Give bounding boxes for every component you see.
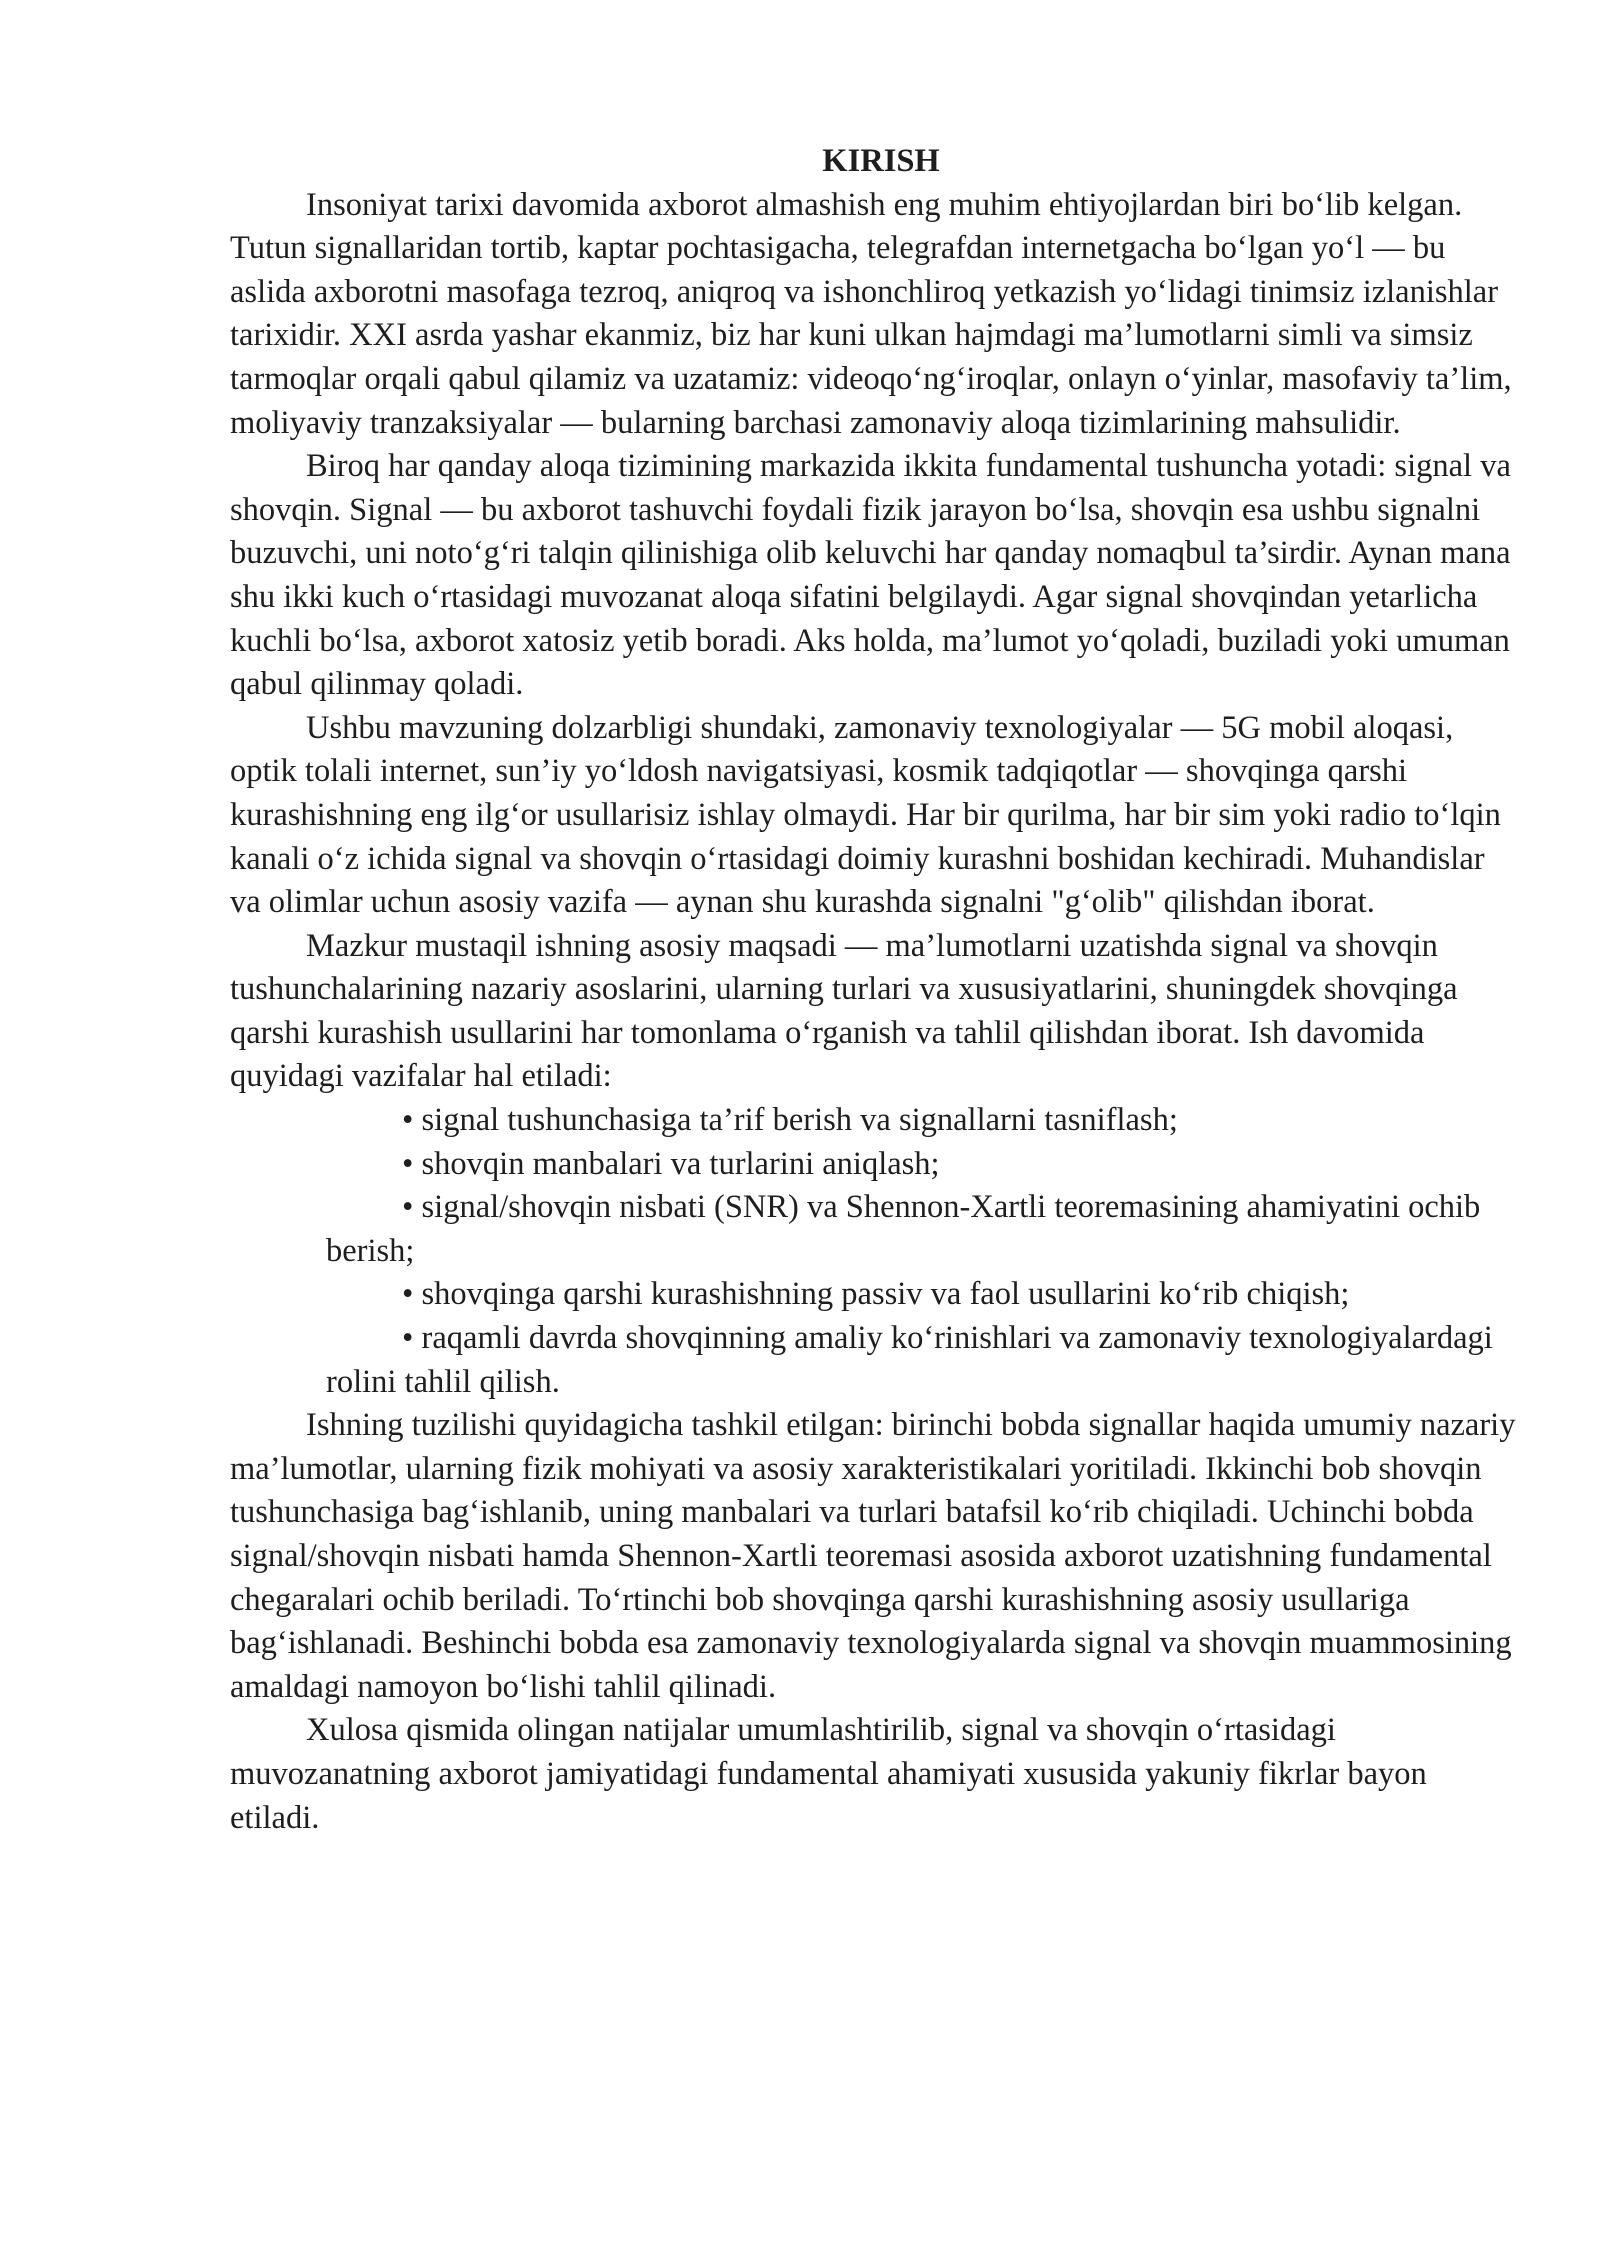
list-item [230,1317,1520,1404]
bullet-icon: • [402,1276,414,1313]
list-item [230,1099,1520,1143]
paragraph-conclusion: Xulosa qismida olingan natijalar umumlashtirilib, signal va shovqin o‘rtasidagi muvozanatning axborot jamiyatidagi fundamental ahamiyati xususida yakuniy fikrlar bayon etiladi. [230,1712,1427,1836]
list-item [230,1273,1520,1317]
bullet-icon: • [402,1145,414,1182]
list-item-text: signal tushunchasiga ta’rif berish va signallarni tasniflash; [421,1102,1178,1139]
list-item [230,1143,1520,1187]
list-item [230,1186,1520,1273]
task-list [230,1099,1520,1404]
document-page [230,140,1520,1840]
page-title: KIRISH [822,143,940,179]
paragraph-intro-1: Insoniyat tarixi davomida axborot almashish eng muhim ehtiyojlardan biri bo‘lib kelgan. Tutun signallaridan tortib, kaptar pochtasigacha, telegrafdan internetgacha bo‘lgan yo‘l — bu aslida axborotni masofaga tezroq, aniqroq va ishonchliroq yetkazish yo‘lidagi tinimsiz izlanishlar tarixidir. XXI asrda yashar ekanmiz, biz har kuni ulkan hajmdagi ma’lumotlarni simli va simsiz tarmoqlar orqali qabul qilamiz va uzatamiz: videoqo‘ng‘iroqlar, onlayn o‘yinlar, masofaviy ta’lim, moliyaviy tranzaksiyalar — bularning barchasi zamonaviy aloqa tizimlarining mahsulidir. [230,186,1512,441]
bullet-icon: • [402,1102,414,1139]
list-item-text: shovqinga qarshi kurashishning passiv va faol usullarini ko‘rib chiqish; [421,1276,1350,1313]
list-item-text: raqamli davrda shovqinning amaliy ko‘rinishlari va zamonaviy texnologiyalardagi rolini tahlil qilish. [326,1320,1493,1400]
list-item-text: signal/shovqin nisbati (SNR) va Shennon-Xartli teoremasining ahamiyatini ochib berish; [326,1189,1481,1269]
paragraph-goal: Mazkur mustaqil ishning asosiy maqsadi — ma’lumotlarni uzatishda signal va shovqin tushunchalarining nazariy asoslarini, ularning turlari va xususiyatlarini, shuningdek shovqinga qarshi kurashish usullarini har tomonlama o‘rganish va tahlil qilishdan iborat. Ish davomida quyidagi vazifalar hal etiladi: [230,927,1458,1095]
paragraph-intro-3: Ushbu mavzuning dolzarbligi shundaki, zamonaviy texnologiyalar — 5G mobil aloqasi, optik tolali internet, sun’iy yo‘ldosh navigatsiyasi, kosmik tadqiqotlar — shovqinga qarshi kurashishning eng ilg‘or usullarisiz ishlay olmaydi. Har bir qurilma, har bir sim yoki radio to‘lqin kanali o‘z ichida signal va shovqin o‘rtasidagi doimiy kurashni boshidan kechiradi. Muhandislar va olimlar uchun asosiy vazifa — aynan shu kurashda signalni "g‘olib" qilishdan iborat. [230,709,1501,921]
paragraph-structure: Ishning tuzilishi quyidagicha tashkil etilgan: birinchi bobda signallar haqida umumiy nazariy ma’lumotlar, ularning fizik mohiyati va asosiy xarakteristikalari yoritiladi. Ikkinchi bob shovqin tushunchasiga bag‘ishlanib, uning manbalari va turlari batafsil ko‘rib chiqiladi. Uchinchi bobda signal/shovqin nisbati hamda Shennon-Xartli teoremasi asosida axborot uzatishning fundamental chegaralari ochib beriladi. To‘rtinchi bob shovqinga qarshi kurashishning asosiy usullariga bag‘ishlanadi. Beshinchi bobda esa zamonaviy texnologiyalarda signal va shovqin muammosining amaldagi namoyon bo‘lishi tahlil qilinadi. [230,1407,1516,1705]
bullet-icon: • [402,1189,414,1226]
paragraph-intro-2: Biroq har qanday aloqa tizimining markazida ikkita fundamental tushuncha yotadi: signal va shovqin. Signal — bu axborot tashuvchi foydali fizik jarayon bo‘lsa, shovqin esa ushbu signalni buzuvchi, uni noto‘g‘ri talqin qilinishiga olib keluvchi har qanday nomaqbul ta’sirdir. Aynan mana shu ikki kuch o‘rtasidagi muvozanat aloqa sifatini belgilaydi. Agar signal shovqindan yetarlicha kuchli bo‘lsa, axborot xatosiz yetib boradi. Aks holda, ma’lumot yo‘qoladi, buziladi yoki umuman qabul qilinmay qoladi. [230,448,1511,703]
bullet-icon: • [402,1320,414,1357]
list-item-text: shovqin manbalari va turlarini aniqlash; [421,1145,940,1182]
